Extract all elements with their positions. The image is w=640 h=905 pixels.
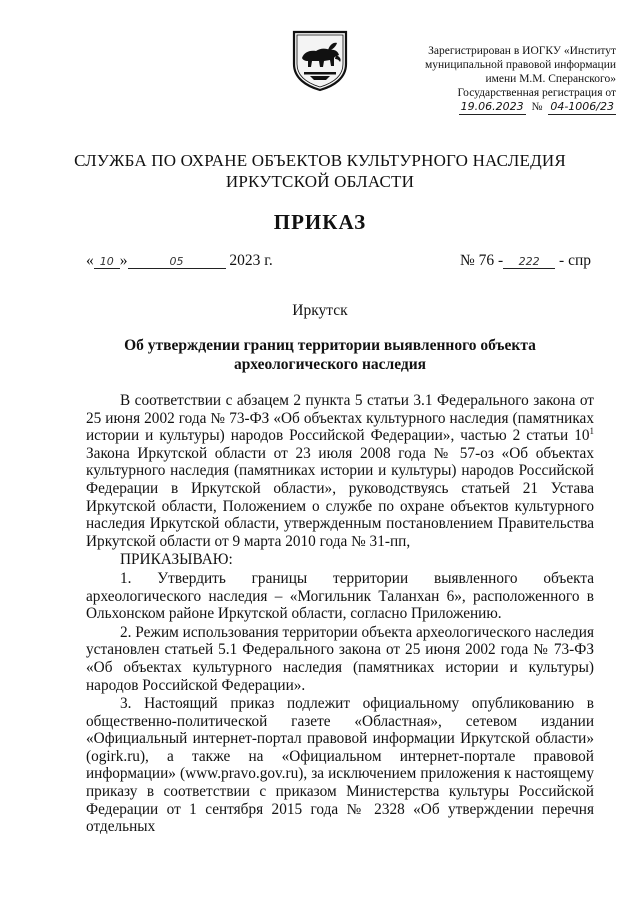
article-superscript: 1 [589, 426, 594, 437]
order-date [86, 252, 273, 270]
registration-details [386, 100, 616, 115]
registration-line: муниципальной правовой информации [424, 59, 616, 71]
organization-name-line: ИРКУТСКОЙ ОБЛАСТИ [225, 172, 415, 191]
order-item-2: 2. Режим использования территории объекта археологического наследия установлен статьей 5.1 Федерального закона от 25 июня 2002 года № 73-ФЗ «Об объектах культурного наследия (памятниках истории и культуры) народов Российской Федерации». [86, 623, 594, 694]
registration-number: 04-1006/23 [550, 100, 614, 113]
order-item-1: 1. Утвердить границы территории выявленного объекта археологического наследия – «Могильник Таланхан 6», расположенного в Ольхонском районе Иркутской области, согласно Приложению. [86, 569, 594, 623]
order-year: 2023 г. [229, 252, 273, 269]
registration-line: имени М.М. Сперанского» [485, 73, 616, 85]
city: Иркутск [292, 302, 348, 319]
organization-name [0, 150, 640, 192]
order-day: 10 [94, 255, 120, 269]
document-title [110, 336, 550, 374]
registration-date: 19.06.2023 [460, 100, 524, 113]
preamble-paragraph [86, 392, 594, 550]
order-month: 05 [128, 255, 226, 269]
registration-stamp [386, 44, 616, 115]
document-body [86, 392, 594, 836]
order-date-number-row [86, 252, 591, 274]
order-number-prefix: № 76 - [459, 252, 504, 269]
document-type: ПРИКАЗ [273, 210, 367, 234]
quote-open: « [86, 252, 94, 269]
registration-line: Зарегистрирован в ИОГКУ «Институт [428, 45, 616, 57]
preamble-text: В соответствии с абзацем 2 пункта 5 статьи 3.1 Федерального закона от 25 июня 2002 года № 73-ФЗ «Об объектах культурного наследия (памятниках истории и культуры) народов Российской Федерации», частью 2 статьи 10 [86, 392, 594, 445]
organization-name-line: СЛУЖБА ПО ОХРАНЕ ОБЪЕКТОВ КУЛЬТУРНОГО НАСЛЕДИЯ [74, 151, 566, 170]
registration-number-sign: № [531, 101, 543, 113]
ordering-word: ПРИКАЗЫВАЮ: [120, 551, 233, 569]
order-number [460, 252, 591, 270]
document-title-line: археологического наследия [233, 356, 427, 373]
registration-line: Государственная регистрация от [457, 87, 616, 99]
order-number-suffix: - спр [559, 252, 591, 269]
preamble-text-continued: Закона Иркутской области от 23 июля 2008 года № 57-оз «Об объектах культурного наследия (памятниках истории и культуры) народов Российской Федерации в Иркутской области», руководствуясь статьей 21 Устава Иркутской области, Положением о службе по охране объектов культурного наследия Иркутской области, утвержденным постановлением Правительства Иркутской области от 9 марта 2010 года № 31-пп, [86, 444, 594, 550]
order-number-value: 222 [503, 255, 555, 269]
order-item-3: 3. Настоящий приказ подлежит официальному опубликованию в общественно-политической газете «Областная», сетевом издании «Официальный интернет-портал правовой информации Иркутской области» (ogirk.ru), а также на «Официальном интернет-портале правовой информации» (www.pravo.gov.ru), за исключением приложения к настоящему приказу в соответствии с приказом Министерства культуры Российской Федерации от 1 сентября 2015 года № 2328 «Об утверждении перечня отдельных [86, 695, 594, 836]
coat-of-arms-icon [290, 28, 350, 92]
document-title-line: Об утверждении границ территории выявленного объекта [124, 337, 536, 354]
quote-close: » [119, 252, 128, 269]
